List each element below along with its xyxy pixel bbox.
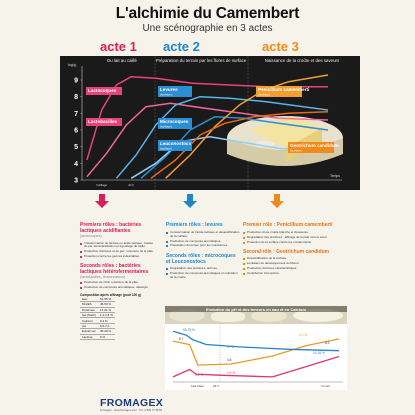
col3-title: Premier rôle : Penicillium camemberti [243, 222, 333, 228]
table-cell: MG/ES [80, 302, 98, 307]
table-cell: 45-50 % [98, 302, 115, 307]
value-eau-initial: 65-75 % [183, 328, 195, 332]
tag-label: Penicillium camemberti [258, 87, 310, 93]
composition-table [80, 297, 115, 340]
bullet-item: Production d'arômes caractéristiques. [243, 267, 333, 271]
table-cell: 1,2-1,8 % [100, 313, 113, 318]
bullet-item: Préparation du terrain pour les moisissures. [166, 244, 240, 248]
col1-subtitle2: (lactobacilles, leuconostocs) [80, 274, 125, 279]
bullet-item: Dégradation des protéines : affinage de la pâte vers le cœur. [243, 236, 333, 240]
tag-label: Levures [160, 87, 178, 93]
bullet-item: Consommation de l'acide lactique et désacidification de la surface. [166, 231, 240, 239]
bottom-chart-title: Evolution du pH et des teneurs en eau et en Calcium [206, 306, 306, 312]
tag-sublabel: (surface) [290, 148, 302, 153]
act-3-arrow-icon [270, 194, 284, 208]
bullet-item: Production d'arômes et de gaz, ouverture de la pâte. [80, 250, 156, 254]
tag-label: Geotrichum candidum [290, 143, 339, 149]
tag-label: Leuconostocs [160, 141, 192, 147]
series-tag-levures [158, 86, 192, 97]
brand-logo: FROMAGEX [100, 397, 164, 409]
table-cell: Eau [80, 297, 98, 302]
bullet-item: Contribution à la texture. [243, 272, 333, 276]
x-axis-label: Temps [330, 174, 340, 178]
y-tick-label: 6 [74, 127, 78, 135]
page-subtitle: Une scénographie en 3 actes [142, 23, 273, 34]
y-tick-label: 8 [74, 94, 78, 102]
tag-label: Microcoques [160, 119, 189, 125]
tag-sublabel: (surface) [160, 92, 172, 97]
table-cell: Lactose [80, 334, 98, 339]
series-tag-microcoques [158, 118, 192, 129]
table-cell: 17-21 % [98, 307, 115, 312]
tag-label: Lactocoques [88, 88, 117, 94]
bullet-item: Transformation du lactose en acide lactique : baisse du pH, déminéralisation et égouttage du caillé. [80, 242, 156, 250]
table-cell: Sel (NaCl) [80, 312, 98, 317]
table-cell: 6,5-7,0 [98, 323, 115, 328]
table-row [80, 334, 115, 339]
col3-title2: Second rôle : Geotrichum candidum [243, 249, 330, 256]
col2-title: Premiers rôles : levures [166, 222, 223, 228]
col1-bullets2 [80, 281, 156, 290]
series-tag-leuconostocs [158, 140, 192, 151]
value-ph-initial: 6,7 [179, 337, 184, 341]
col2-bullets2 [166, 267, 240, 279]
bullet-item: Production de composés aromatiques et coloration de la croûte. [166, 272, 240, 280]
table-cell: Protéines [80, 307, 98, 312]
value-ph-24h: 4,6 [227, 358, 232, 362]
bullet-item: Production de composés aromatiques, diacétyle. [80, 286, 156, 290]
act-2-subtitle: Préparation du terrain par les flores de surface [155, 58, 247, 63]
series-tag-lactocoques [86, 87, 122, 95]
page-title: L'alchimie du Camembert [115, 5, 300, 22]
tag-sublabel: (surface) [258, 92, 270, 97]
col1-bullets [80, 242, 156, 259]
col3-bullets [243, 231, 333, 244]
table-cell: pH [80, 323, 98, 328]
label-3-mois: 3 mois [321, 384, 330, 388]
microflora-chart [60, 56, 360, 190]
act-3-label: acte 3 [262, 39, 299, 54]
x-tick-label: Caillage [96, 183, 108, 187]
value-eau-24h: 47 % [227, 345, 235, 349]
value-ca-final: 2,0 % [299, 333, 308, 337]
col-act-2 [166, 222, 240, 281]
series-tag-penicillium [256, 86, 309, 97]
label-24h: 24 h [213, 384, 219, 388]
col2-title2: Seconds rôles : microcoques et Leuconostocs [166, 253, 236, 266]
col2-bullets [166, 231, 240, 248]
y-axis-label: log/g [68, 63, 76, 67]
bullet-item: Désacidification de la surface. [243, 257, 333, 261]
bullet-item: Production de composés aromatiques. [166, 240, 240, 244]
footer-address: Fromagex - www.fromagex.com - Tél : 0 800 77 88 99 [100, 409, 162, 412]
col1-title: Premiers rôles : bactéries lactiques acidifiantes [80, 222, 142, 234]
col1-title2: Seconds rôles : bactéries lactiques hétérofermentaires [80, 262, 149, 275]
label-lait-initial: Lait initial [191, 384, 204, 388]
y-tick-label: 4 [74, 160, 78, 168]
y-tick-label: 7 [74, 110, 78, 118]
table-cell: 0 % [98, 334, 115, 339]
act-2-label: acte 2 [163, 39, 200, 54]
act-1-label: acte 1 [100, 39, 137, 54]
col1-subtitle: (lactocoques) [80, 234, 102, 238]
series-tag-lactobacilles [86, 118, 122, 126]
table-cell: Extrait sec [82, 329, 97, 334]
bullet-item: Protection contre les germes indésirables. [80, 255, 156, 259]
bullet-item: Dégradation des protéines, arômes. [166, 267, 240, 271]
y-tick-label: 5 [74, 144, 78, 152]
col-act-1 [80, 222, 156, 340]
tag-sublabel: (surface) [160, 146, 172, 151]
bullet-item: Production d'une croûte blanche et duveteuse. [243, 231, 333, 235]
composition-table-title: Composition après affinage (pour 100 g) [80, 292, 142, 297]
table-cell: 0,4 % [98, 318, 115, 323]
table-cell: 51-55 % [98, 297, 115, 302]
series-tag-geotrichum [288, 142, 339, 153]
col-act-3 [243, 222, 333, 277]
act-3-subtitle: Naissance de la croûte et des saveurs [264, 58, 340, 63]
value-ca-initial: 0,4 % [195, 373, 204, 377]
act-2-arrow-icon [183, 194, 197, 208]
table-cell: 45-49 % [98, 329, 115, 334]
value-ca-24h: 0,9 % [227, 371, 236, 375]
act-1-arrow-icon [95, 194, 109, 208]
x-tick-label: 24 h [128, 183, 135, 187]
act-1-subtitle: Du lait au caillé [107, 58, 137, 63]
bullet-item: Production de CO2, ouverture de la pâte. [80, 281, 156, 285]
col3-bullets2 [243, 257, 333, 275]
value-ph-final: 6,9 [325, 341, 330, 345]
ph-water-calcium-chart [165, 324, 347, 390]
tag-sublabel: (surface) [160, 124, 172, 129]
tag-label: Lactobacilles [88, 119, 118, 125]
y-tick-label: 3 [74, 177, 78, 185]
bullet-item: Limitation du développement du Mucor. [243, 262, 333, 266]
bullet-item: Protection de la surface contre les contaminants. [243, 241, 333, 245]
bottom-chart-background [165, 324, 347, 390]
y-tick-label: 9 [74, 77, 78, 85]
value-eau-final: 14-16 % [313, 351, 325, 355]
table-cell: Calcium [80, 318, 98, 323]
cheese-photo-strip [165, 306, 347, 324]
